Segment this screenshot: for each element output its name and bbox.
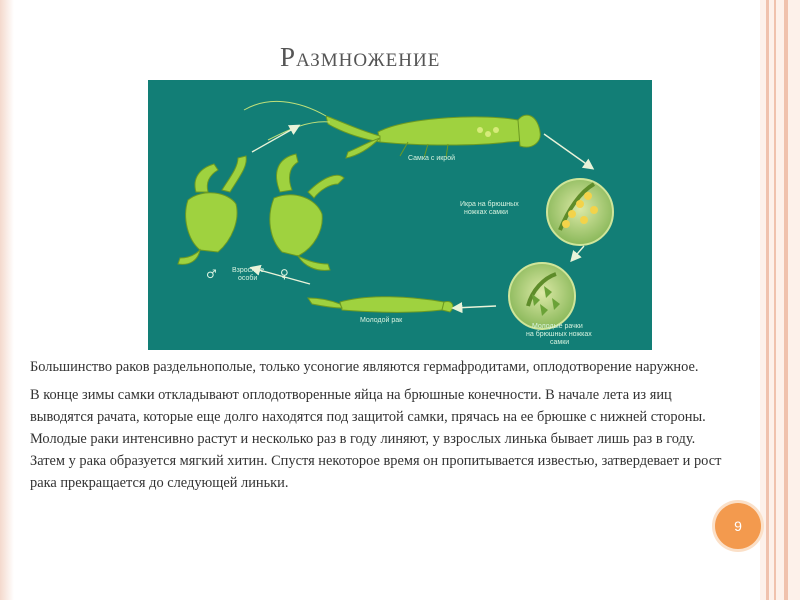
label-juveniles-line2: на брюшных ножках: [526, 331, 592, 338]
reproduction-diagram: [148, 80, 652, 350]
juveniles-on-legs-icon: [509, 263, 575, 329]
label-adults-line2: особи: [238, 275, 258, 282]
left-edge-decoration: [0, 0, 14, 600]
page-number-badge: 9: [715, 503, 761, 549]
label-female-with-eggs: Самка с икрой: [408, 155, 456, 162]
female-symbol: ♀: [280, 267, 289, 281]
body-paragraph-2: В конце зимы самки откладывают оплодотворенные яйца на брюшные конечности. В начале лета из яиц выводятся рачата, которые еще долго находятся под защитой самки, прячась на ее брюшке с нижней стороны. Молодые раки интенсивно растут и несколько раз в году линяют, у взрослых линька бывает лишь раз в году. Затем у рака образуется мягкий хитин. Спустя некоторое время он пропитывается известью, затвердевает и рост рака прекращается до следующей линьки.: [30, 387, 722, 491]
label-eggs-line2: ножках самки: [464, 209, 509, 216]
label-juveniles-line3: самки: [550, 339, 570, 346]
male-symbol: ♂: [206, 267, 217, 281]
right-edge-decoration: [760, 0, 800, 600]
label-eggs-line1: Икра на брюшных: [460, 201, 519, 208]
label-young-crayfish: Молодой рак: [360, 317, 403, 324]
slide-body: [30, 356, 730, 500]
body-paragraph-1: Большинство раков раздельнополые, только усоногие являются гермафродитами, оплодотворение наружное.: [30, 359, 699, 375]
label-adults-line1: Взрослые: [232, 267, 265, 274]
eggs-on-legs-icon: [547, 179, 613, 245]
slide-title: Размножение: [280, 42, 441, 72]
label-juveniles-line1: Молодые рачки: [532, 323, 583, 330]
